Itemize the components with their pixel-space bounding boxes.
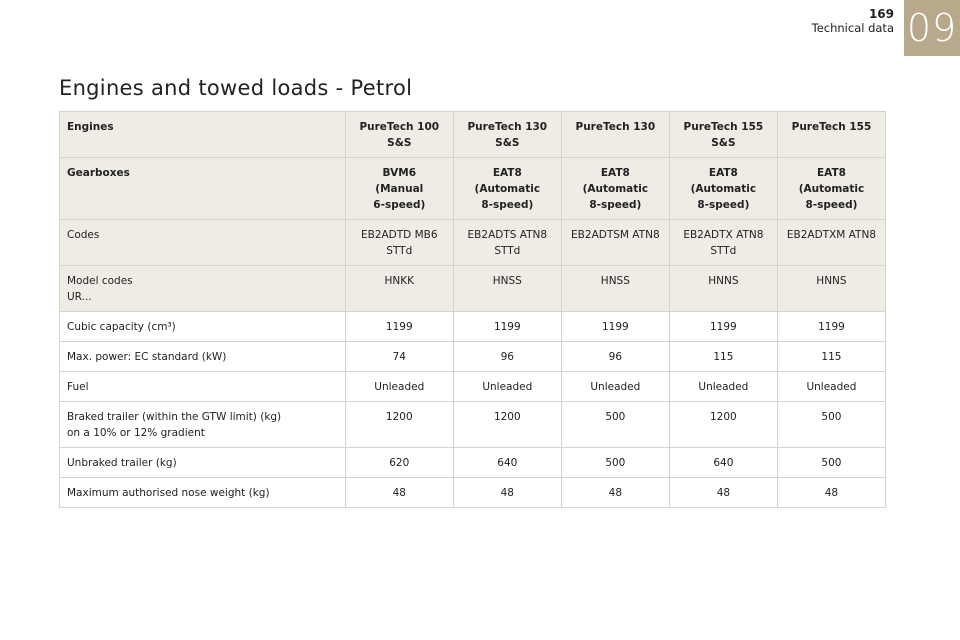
table-cell: PureTech 100 S&S: [345, 112, 453, 158]
row-label: Unbraked trailer (kg): [60, 448, 346, 478]
table-cell: HNSS: [453, 266, 561, 312]
spec-table: [59, 111, 886, 508]
table-cell: 620: [345, 448, 453, 478]
table-cell: 48: [777, 478, 885, 508]
table-cell: EB2ADTXM ATN8: [777, 220, 885, 266]
table-cell: 1199: [777, 312, 885, 342]
table-cell: 1199: [345, 312, 453, 342]
table-row-unbraked-trailer: [60, 448, 886, 478]
chapter-tab: 09: [904, 0, 960, 56]
table-cell: 48: [669, 478, 777, 508]
table-cell: EAT8 (Automatic 8-speed): [453, 158, 561, 220]
table-cell: EAT8 (Automatic 8-speed): [777, 158, 885, 220]
table-cell: PureTech 130 S&S: [453, 112, 561, 158]
table-cell: HNNS: [777, 266, 885, 312]
table-cell: 96: [453, 342, 561, 372]
table-cell: 500: [777, 402, 885, 448]
table-cell: Unleaded: [669, 372, 777, 402]
table-cell: EAT8 (Automatic 8-speed): [669, 158, 777, 220]
page-number: 169: [868, 7, 894, 21]
table-cell: 640: [669, 448, 777, 478]
row-label: Fuel: [60, 372, 346, 402]
table-cell: 48: [561, 478, 669, 508]
table-cell: PureTech 130: [561, 112, 669, 158]
row-label: Model codes UR...: [60, 266, 346, 312]
table-cell: EAT8 (Automatic 8-speed): [561, 158, 669, 220]
table-cell: 96: [561, 342, 669, 372]
table-cell: 115: [669, 342, 777, 372]
table-cell: EB2ADTSM ATN8: [561, 220, 669, 266]
row-label: Codes: [60, 220, 346, 266]
table-cell: Unleaded: [345, 372, 453, 402]
table-row-engines: [60, 112, 886, 158]
row-label: Maximum authorised nose weight (kg): [60, 478, 346, 508]
row-label: Gearboxes: [60, 158, 346, 220]
section-name: Technical data: [811, 21, 894, 35]
table-cell: 500: [561, 448, 669, 478]
table-row-braked-trailer: [60, 402, 886, 448]
table-row-fuel: [60, 372, 886, 402]
table-cell: 48: [345, 478, 453, 508]
table-row-model-codes: [60, 266, 886, 312]
table-cell: 115: [777, 342, 885, 372]
table-cell: 48: [453, 478, 561, 508]
table-cell: HNNS: [669, 266, 777, 312]
table-cell: EB2ADTS ATN8 STTd: [453, 220, 561, 266]
table-cell: 1199: [453, 312, 561, 342]
table-cell: Unleaded: [777, 372, 885, 402]
table-row-cubic-capacity: [60, 312, 886, 342]
table-cell: PureTech 155: [777, 112, 885, 158]
table-row-codes: [60, 220, 886, 266]
table-cell: 1200: [669, 402, 777, 448]
table-cell: 74: [345, 342, 453, 372]
table-cell: 500: [561, 402, 669, 448]
page-header: [812, 0, 960, 56]
table-cell: 500: [777, 448, 885, 478]
table-cell: Unleaded: [453, 372, 561, 402]
table-cell: HNSS: [561, 266, 669, 312]
table-row-gearboxes: [60, 158, 886, 220]
table-cell: 1199: [561, 312, 669, 342]
row-label: Braked trailer (within the GTW limit) (kg) on a 10% or 12% gradient: [60, 402, 346, 448]
table-cell: EB2ADTD MB6 STTd: [345, 220, 453, 266]
table-cell: PureTech 155 S&S: [669, 112, 777, 158]
page-title: Engines and towed loads - Petrol: [59, 76, 413, 100]
table-cell: HNKK: [345, 266, 453, 312]
table-row-nose-weight: [60, 478, 886, 508]
page-info: [812, 0, 894, 35]
table-row-max-power: [60, 342, 886, 372]
table-cell: 1200: [453, 402, 561, 448]
table-cell: 1199: [669, 312, 777, 342]
table-cell: EB2ADTX ATN8 STTd: [669, 220, 777, 266]
table-cell: 640: [453, 448, 561, 478]
table-cell: 1200: [345, 402, 453, 448]
row-label: Cubic capacity (cm³): [60, 312, 346, 342]
row-label: Max. power: EC standard (kW): [60, 342, 346, 372]
table-cell: Unleaded: [561, 372, 669, 402]
row-label: Engines: [60, 112, 346, 158]
table-cell: BVM6 (Manual 6-speed): [345, 158, 453, 220]
